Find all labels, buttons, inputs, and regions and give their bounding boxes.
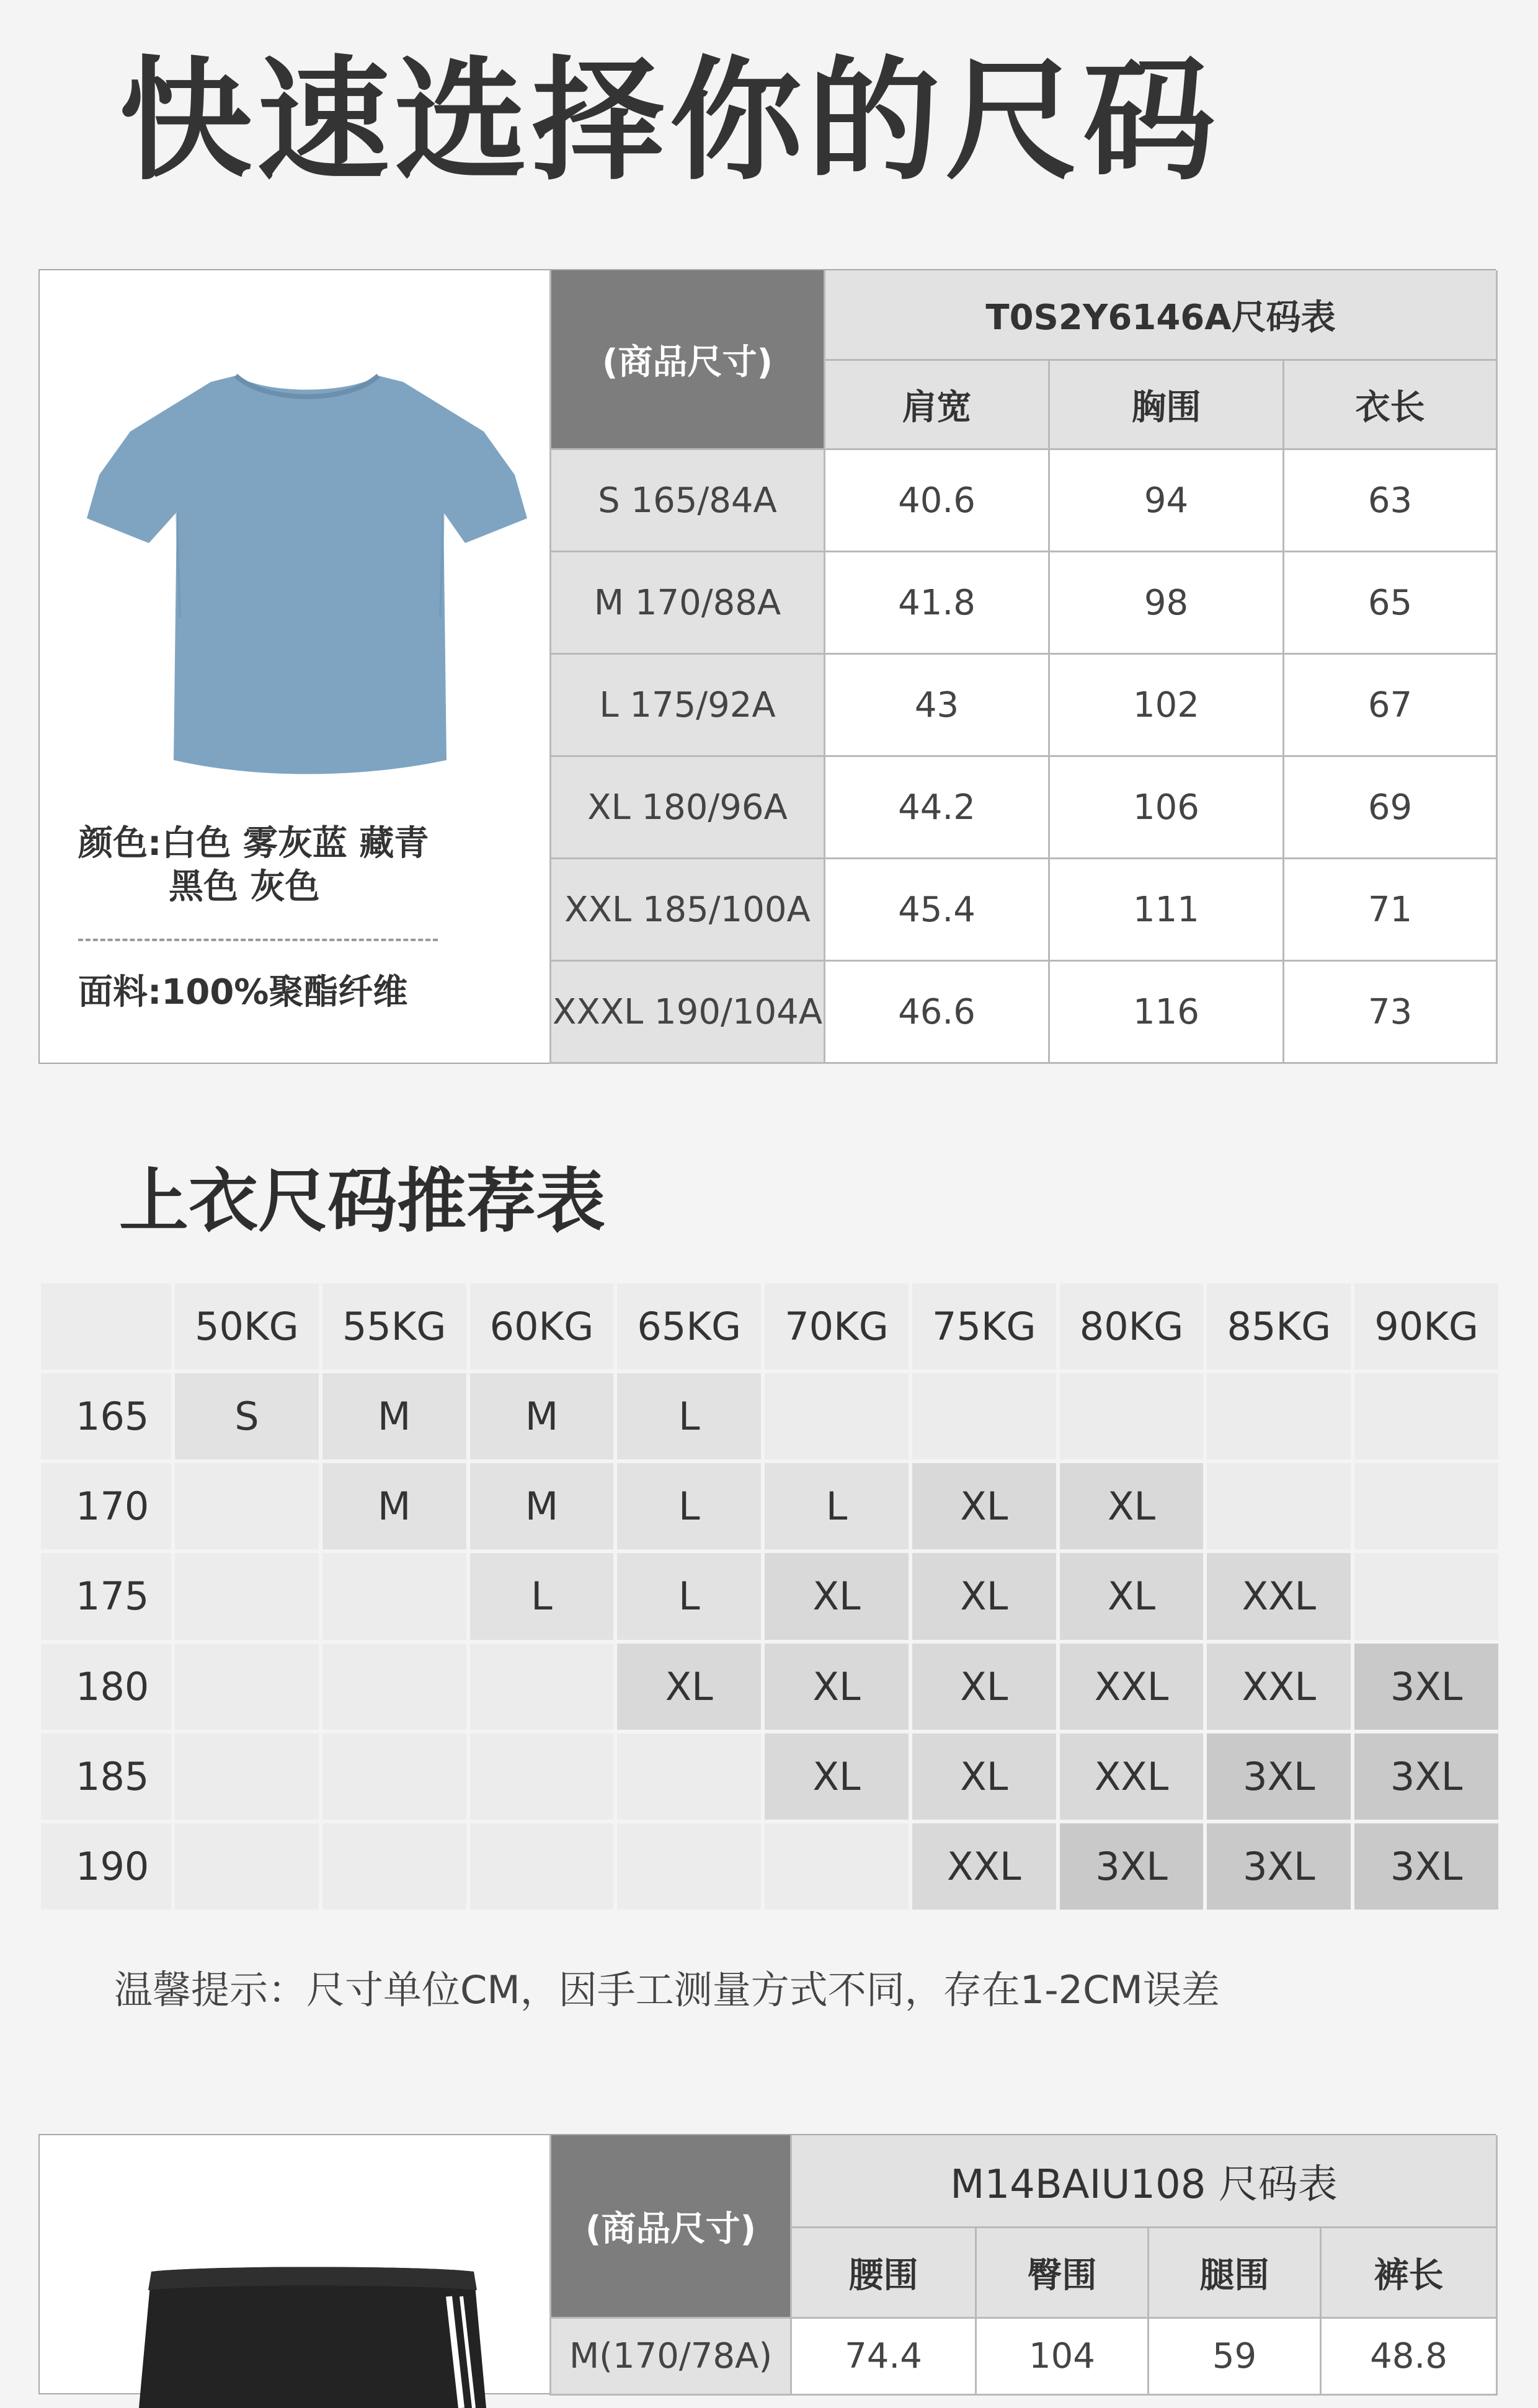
size-cell: XL [912,1463,1056,1549]
product-size-header: (商品尺寸) [551,270,825,450]
table-cell: 104 [977,2319,1149,2396]
table-cell: 98 [1050,552,1284,655]
size-cell: XL [912,1733,1056,1820]
size-cell: 3XL [1207,1733,1351,1820]
column-header: 胸围 [1050,361,1284,450]
size-cell: 3XL [1354,1733,1498,1820]
column-header: 衣长 [1284,361,1498,450]
column-header: 肩宽 [825,361,1050,450]
size-cell [1207,1373,1351,1459]
table-cell: 73 [1284,962,1498,1064]
shorts-size-table [549,2135,1498,2396]
divider [78,939,438,941]
size-label: XL 180/96A [551,757,825,859]
size-cell: XL [912,1553,1056,1639]
size-label: XXL 185/100A [551,859,825,962]
table-cell: 46.6 [825,962,1050,1064]
size-cell: M [322,1463,466,1549]
size-recommendation-table [41,1283,1498,1910]
colors-line-2: 黑色 灰色 [169,867,320,907]
size-cell [765,1373,909,1459]
corner-cell [41,1283,171,1370]
weight-header: 50KG [175,1283,319,1370]
size-cell: XXL [1207,1644,1351,1730]
size-cell [175,1553,319,1639]
size-cell: XL [1060,1463,1204,1549]
height-label: 185 [41,1733,171,1820]
size-cell [470,1644,614,1730]
table-cell: 106 [1050,757,1284,859]
size-cell: XXL [1060,1644,1204,1730]
colors-line-1: 颜色:白色 雾灰蓝 藏青 [78,823,429,864]
weight-header: 90KG [1354,1283,1498,1370]
weight-header: 80KG [1060,1283,1204,1370]
size-cell: 3XL [1207,1823,1351,1910]
size-label: L 175/92A [551,655,825,757]
size-cell: S [175,1373,319,1459]
size-cell: L [617,1373,761,1459]
size-cell: L [617,1553,761,1639]
size-cell [1354,1373,1498,1459]
table-cell: 48.8 [1322,2319,1498,2396]
table-cell: 102 [1050,655,1284,757]
product-panel [40,270,549,1063]
height-label: 180 [41,1644,171,1730]
size-cell [322,1733,466,1820]
tshirt-size-table [549,270,1498,1064]
weight-header: 70KG [765,1283,909,1370]
size-cell: L [470,1553,614,1639]
size-cell [322,1644,466,1730]
size-cell [1354,1463,1498,1549]
page-title: 快速选择你的尺码 [119,44,1220,198]
size-cell [175,1823,319,1910]
column-header: 裤长 [1322,2228,1498,2319]
size-cell [470,1733,614,1820]
table-title: T0S2Y6146A尺码表 [825,270,1498,361]
tshirt-image [81,357,533,791]
size-cell [1060,1373,1204,1459]
size-cell [1207,1463,1351,1549]
product-size-header: (商品尺寸) [551,2135,792,2319]
size-cell: XL [765,1553,909,1639]
size-cell: 3XL [1354,1644,1498,1730]
table-cell: 94 [1050,450,1284,552]
table-cell: 41.8 [825,552,1050,655]
weight-header: 55KG [322,1283,466,1370]
size-cell: 3XL [1354,1823,1498,1910]
size-cell [617,1733,761,1820]
shorts-image [139,2259,486,2408]
size-cell: XL [617,1644,761,1730]
size-cell [617,1823,761,1910]
size-cell: XL [912,1644,1056,1730]
size-cell: XXL [1207,1553,1351,1639]
size-cell [470,1823,614,1910]
tshirt-size-card [38,269,1496,1064]
weight-header: 85KG [1207,1283,1351,1370]
table-cell: 63 [1284,450,1498,552]
size-cell [322,1823,466,1910]
size-cell: XL [765,1644,909,1730]
table-cell: 69 [1284,757,1498,859]
table-cell: 65 [1284,552,1498,655]
size-label: M(170/78A) [551,2319,792,2396]
section-title: 上衣尺码推荐表 [119,1161,605,1242]
measurement-tip: 温馨提示：尺寸单位CM，因手工测量方式不同，存在1-2CM误差 [114,1967,1220,2012]
weight-header: 75KG [912,1283,1056,1370]
size-cell [175,1463,319,1549]
fabric-info: 面料:100%聚酯纤维 [78,972,408,1012]
product-panel [40,2135,549,2393]
table-cell: 43 [825,655,1050,757]
table-cell: 116 [1050,962,1284,1064]
size-label: XXXL 190/104A [551,962,825,1064]
table-cell: 74.4 [792,2319,977,2396]
weight-header: 65KG [617,1283,761,1370]
table-cell: 67 [1284,655,1498,757]
size-cell [322,1553,466,1639]
shorts-size-card [38,2134,1496,2394]
size-cell [912,1373,1056,1459]
size-cell: M [322,1373,466,1459]
size-cell: XL [765,1733,909,1820]
size-cell: XXL [1060,1733,1204,1820]
table-title: M14BAIU108 尺码表 [792,2135,1498,2228]
size-cell [175,1733,319,1820]
height-label: 165 [41,1373,171,1459]
table-cell: 71 [1284,859,1498,962]
size-label: M 170/88A [551,552,825,655]
size-cell: L [617,1463,761,1549]
height-label: 190 [41,1823,171,1910]
table-cell: 45.4 [825,859,1050,962]
table-cell: 40.6 [825,450,1050,552]
size-cell [765,1823,909,1910]
height-label: 170 [41,1463,171,1549]
size-cell: XXL [912,1823,1056,1910]
height-label: 175 [41,1553,171,1639]
weight-header: 60KG [470,1283,614,1370]
size-cell: M [470,1463,614,1549]
size-cell: 3XL [1060,1823,1204,1910]
table-cell: 44.2 [825,757,1050,859]
size-cell: XL [1060,1553,1204,1639]
size-cell: M [470,1373,614,1459]
size-label: S 165/84A [551,450,825,552]
size-cell [175,1644,319,1730]
column-header: 腰围 [792,2228,977,2319]
column-header: 腿围 [1149,2228,1322,2319]
column-header: 臀围 [977,2228,1149,2319]
table-cell: 59 [1149,2319,1322,2396]
table-cell: 111 [1050,859,1284,962]
size-cell: L [765,1463,909,1549]
size-cell [1354,1553,1498,1639]
